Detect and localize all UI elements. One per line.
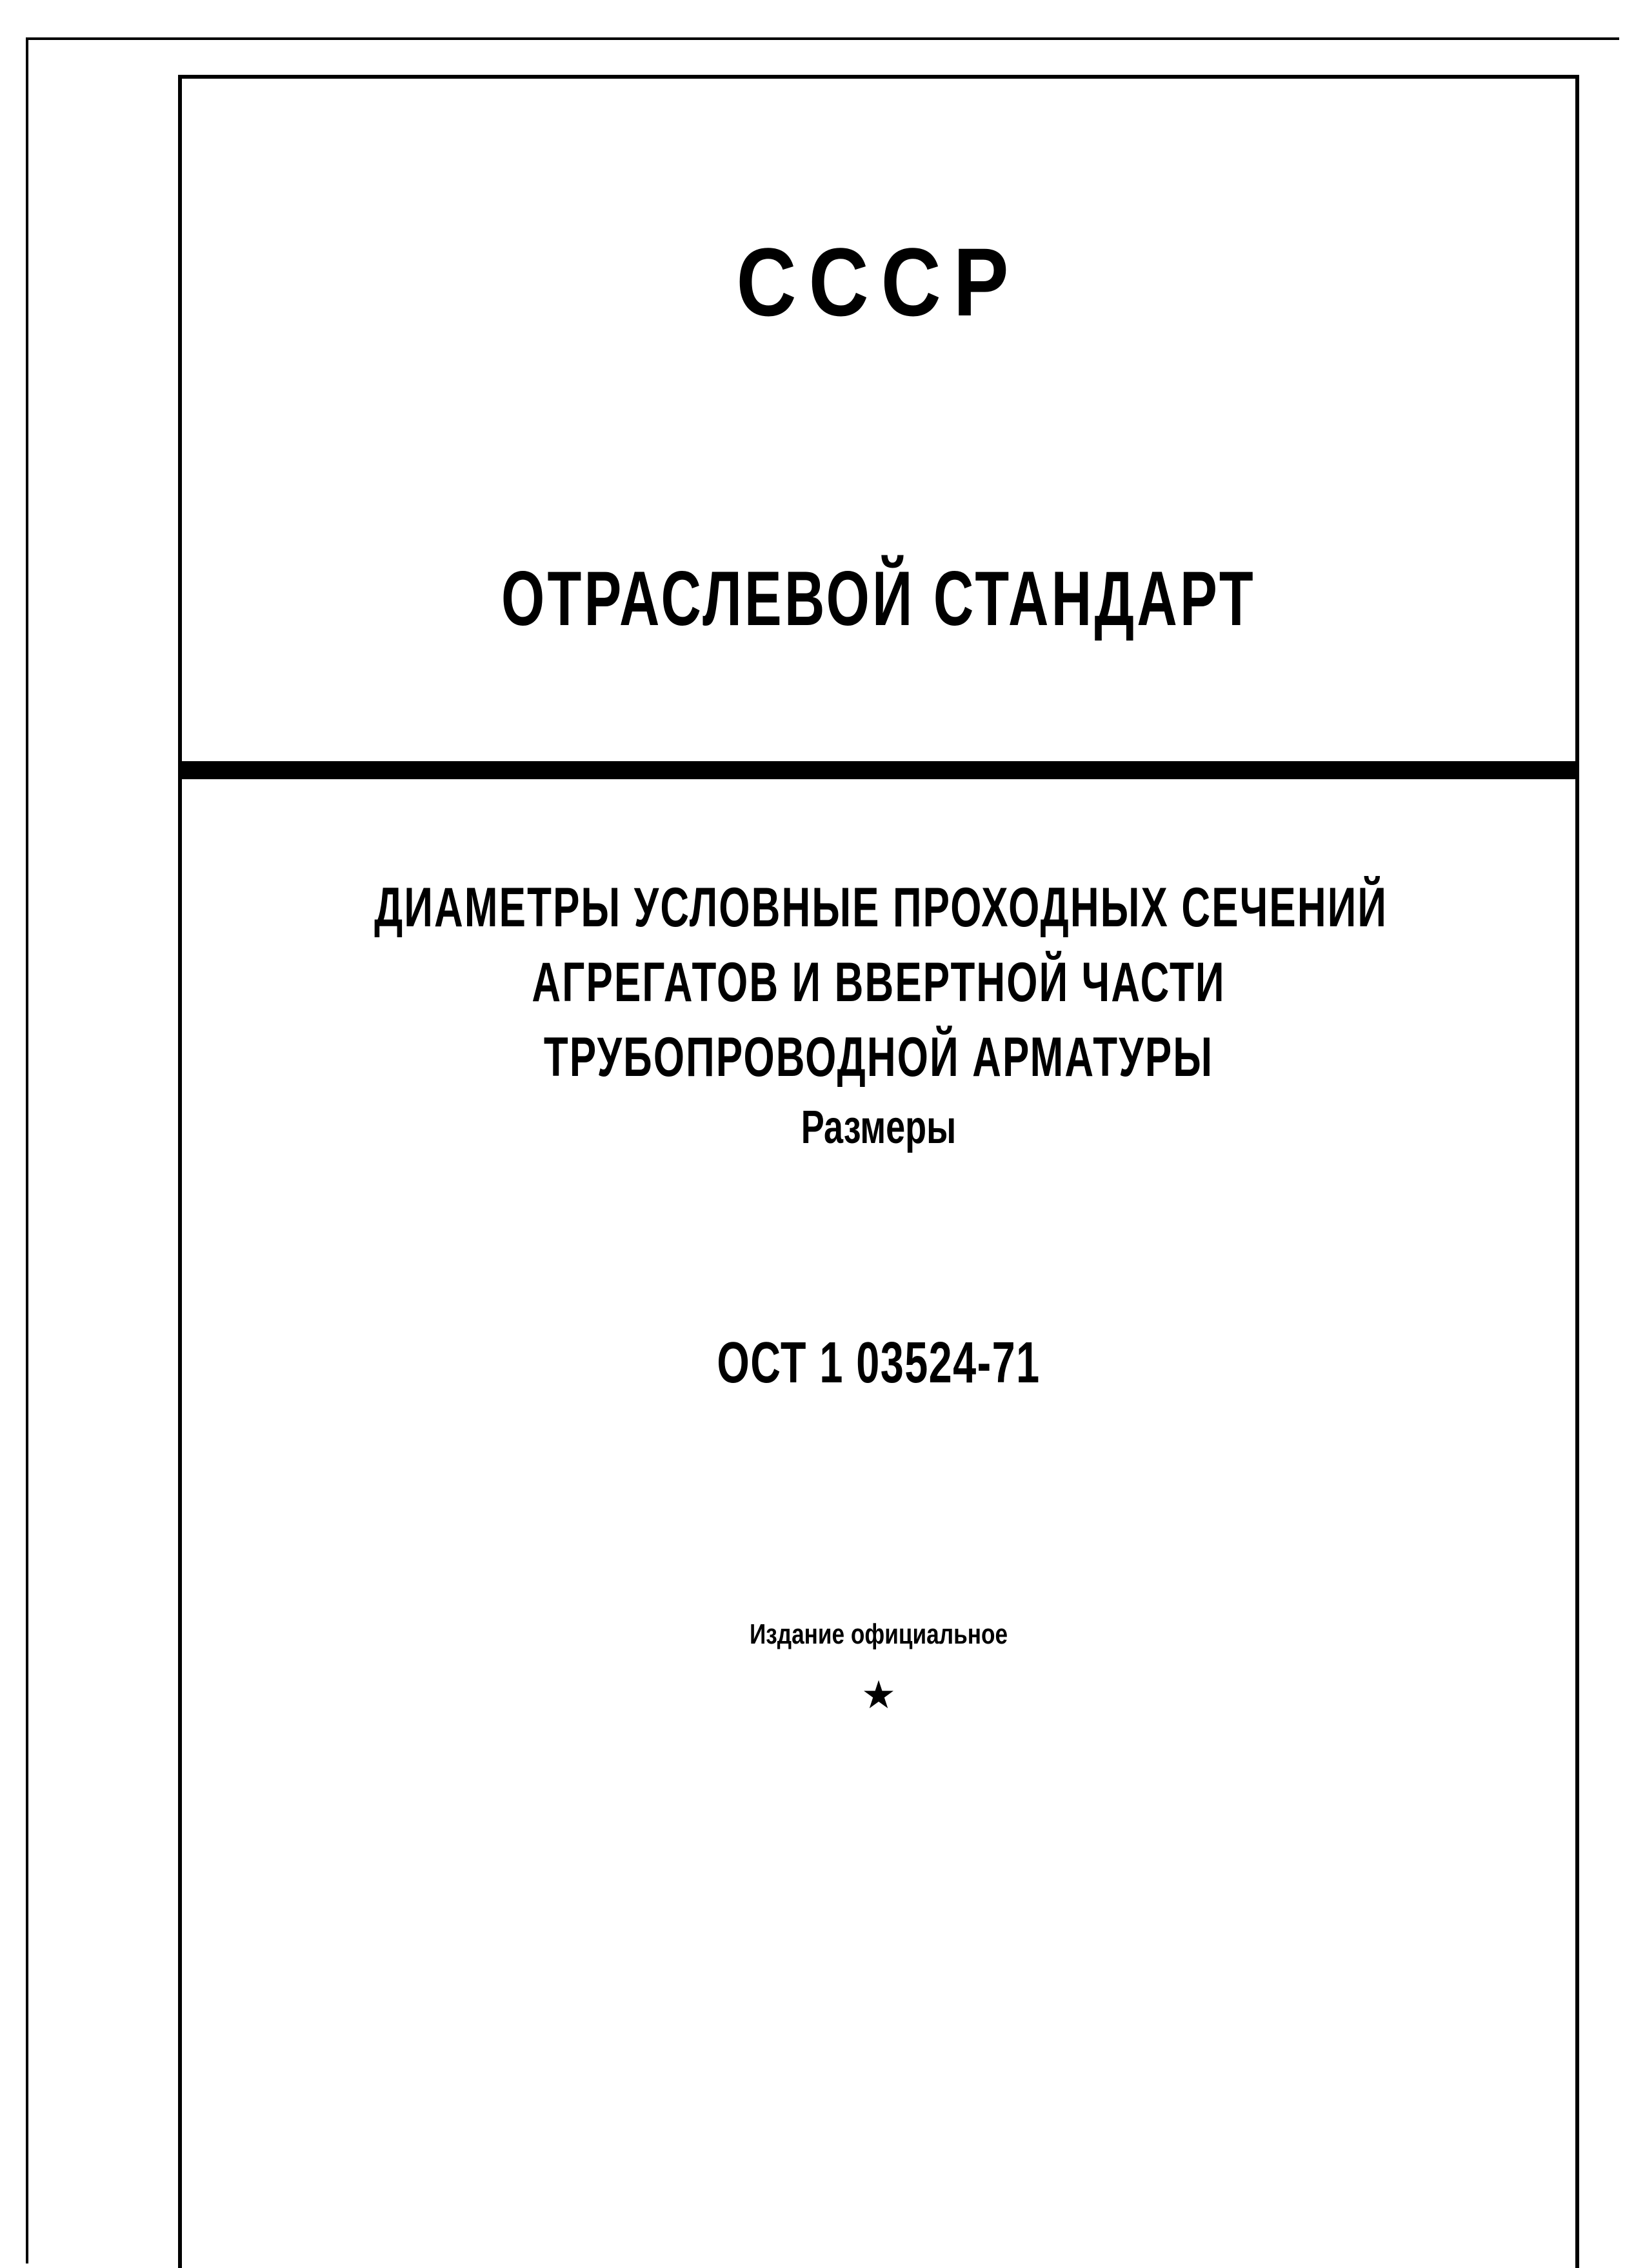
star-icon: ★ (861, 1673, 896, 1718)
standard-code: ОСТ 1 03524-71 (717, 1331, 1041, 1395)
title-line-2: АГРЕГАТОВ И ВВЕРТНОЙ ЧАСТИ (532, 951, 1226, 1013)
page-edge-top (26, 37, 1619, 40)
edition-label: Издание официальное (749, 1618, 1008, 1650)
title-line-1: ДИАМЕТРЫ УСЛОВНЫЕ ПРОХОДНЫХ СЕЧЕНИЙ (374, 877, 1388, 939)
title-subtitle: Размеры (801, 1102, 957, 1153)
cover-frame (178, 75, 1579, 2268)
country-heading: СССР (736, 228, 1021, 336)
title-line-3: ТРУБОПРОВОДНОЙ АРМАТУРЫ (543, 1026, 1214, 1088)
page-edge-left (26, 37, 28, 2263)
document-type-heading: ОТРАСЛЕВОЙ СТАНДАРТ (501, 555, 1256, 642)
section-divider (178, 761, 1579, 779)
